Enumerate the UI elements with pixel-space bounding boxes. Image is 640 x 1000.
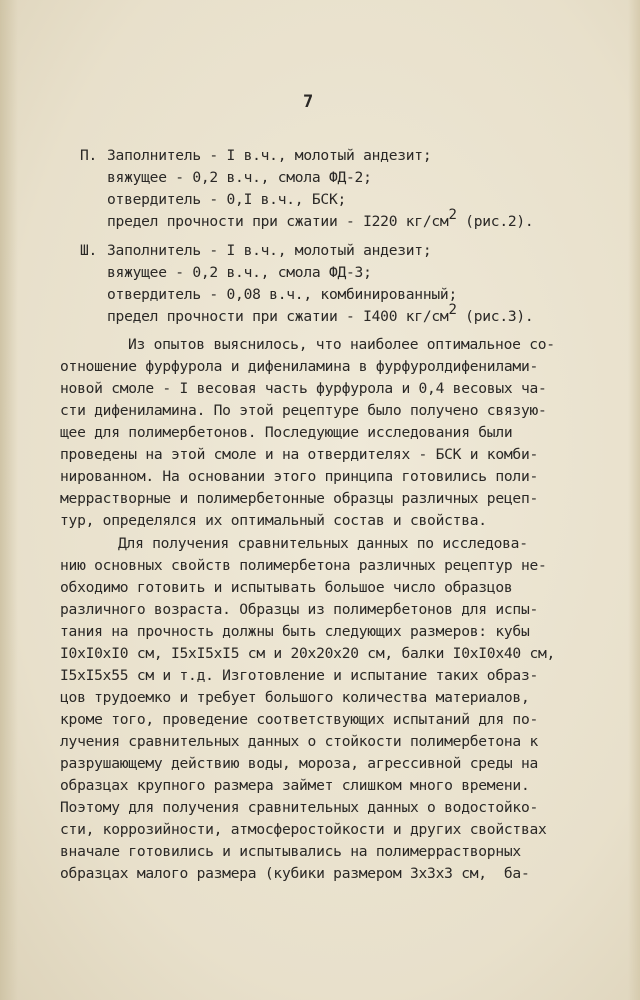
paragraph-line: щее для полимербетонов. Последующие исследования были bbox=[60, 424, 513, 441]
paragraph-line: тур, определялся их оптимальный состав и свойства. bbox=[60, 512, 487, 529]
paragraph-line: Поэтому для получения сравнительных данных о водостойко- bbox=[60, 799, 539, 816]
paragraph-line: нированном. На основании этого принципа готовились поли- bbox=[60, 468, 539, 485]
paragraph-line: сти, коррозийности, атмосферостойкости и других свойствах bbox=[60, 821, 547, 838]
page-number: 7 bbox=[303, 92, 314, 112]
formulation-line: отвердитель - 0,08 в.ч., комбинированный; bbox=[107, 286, 457, 303]
paragraph-line: мерраcтворные и полимербетонные образцы различных рецеп- bbox=[60, 490, 539, 507]
formulation-marker: П. bbox=[80, 147, 98, 164]
figure-reference: (рис.2). bbox=[456, 213, 534, 230]
formulation-line: отвердитель - 0,I в.ч., БСК; bbox=[107, 191, 347, 208]
paragraph-line: вначале готовились и испытывались на полимеррастворных bbox=[60, 843, 521, 860]
formulation-strength-line bbox=[107, 302, 534, 328]
unit-exponent: 2 bbox=[448, 207, 457, 223]
strength-text: предел прочности при сжатии - I400 кг/см bbox=[107, 308, 449, 325]
formulation-strength-line bbox=[107, 207, 534, 233]
paragraph-line: обходимо готовить и испытывать большое число образцов bbox=[60, 579, 513, 596]
paragraph-line: разрушающему действию воды, мороза, агрессивной среды на bbox=[60, 755, 539, 772]
page-edge-shadow-right bbox=[628, 0, 640, 1000]
paragraph-line: I0xI0xI0 см, I5xI5xI5 см и 20x20x20 см, балки I0xI0x40 см, bbox=[60, 645, 556, 662]
paragraph-line: проведены на этой смоле и на отвердителях - БСК и комби- bbox=[60, 446, 539, 463]
formulation-line: вяжущее - 0,2 в.ч., смола ФД-3; bbox=[107, 264, 372, 281]
formulation-line: Заполнитель - I в.ч., молотый андезит; bbox=[107, 242, 432, 259]
strength-text: предел прочности при сжатии - I220 кг/см bbox=[107, 213, 449, 230]
paragraph-line: тания на прочность должны быть следующих размеров: кубы bbox=[60, 623, 530, 640]
paragraph-line: лучения сравнительных данных о стойкости полимербетона к bbox=[60, 733, 539, 750]
paragraph-line: образцах малого размера (кубики размером 3x3x3 см, ба- bbox=[60, 865, 530, 882]
paragraph-line: нию основных свойств полимербетона различных рецептур не- bbox=[60, 557, 547, 574]
page-edge-shadow-left bbox=[0, 0, 18, 1000]
paragraph-line: кроме того, проведение соответствующих испытаний для по- bbox=[60, 711, 539, 728]
formulation-line: вяжущее - 0,2 в.ч., смола ФД-2; bbox=[107, 169, 372, 186]
paragraph-line: сти дифениламина. По этой рецептуре было получено связую- bbox=[60, 402, 547, 419]
paragraph-line: отношение фурфурола и дифениламина в фурфуролдифенилами- bbox=[60, 358, 539, 375]
unit-exponent: 2 bbox=[448, 302, 457, 318]
formulation-marker: Ш. bbox=[80, 242, 98, 259]
formulation-line: Заполнитель - I в.ч., молотый андезит; bbox=[107, 147, 432, 164]
paragraph-line: цов трудоемко и требует большого количества материалов, bbox=[60, 689, 530, 706]
paragraph-line: Для получения сравнительных данных по исследова- bbox=[118, 535, 528, 552]
paragraph-line: различного возраста. Образцы из полимербетонов для испы- bbox=[60, 601, 539, 618]
figure-reference: (рис.3). bbox=[456, 308, 534, 325]
paragraph-line: I5xI5x55 см и т.д. Изготовление и испытание таких образ- bbox=[60, 667, 539, 684]
paragraph-line: новой смоле - I весовая часть фурфурола и 0,4 весовых ча- bbox=[60, 380, 547, 397]
paragraph-line: образцах крупного размера займет слишком много времени. bbox=[60, 777, 530, 794]
paragraph-line: Из опытов выяснилось, что наиболее оптимальное со- bbox=[128, 336, 555, 353]
